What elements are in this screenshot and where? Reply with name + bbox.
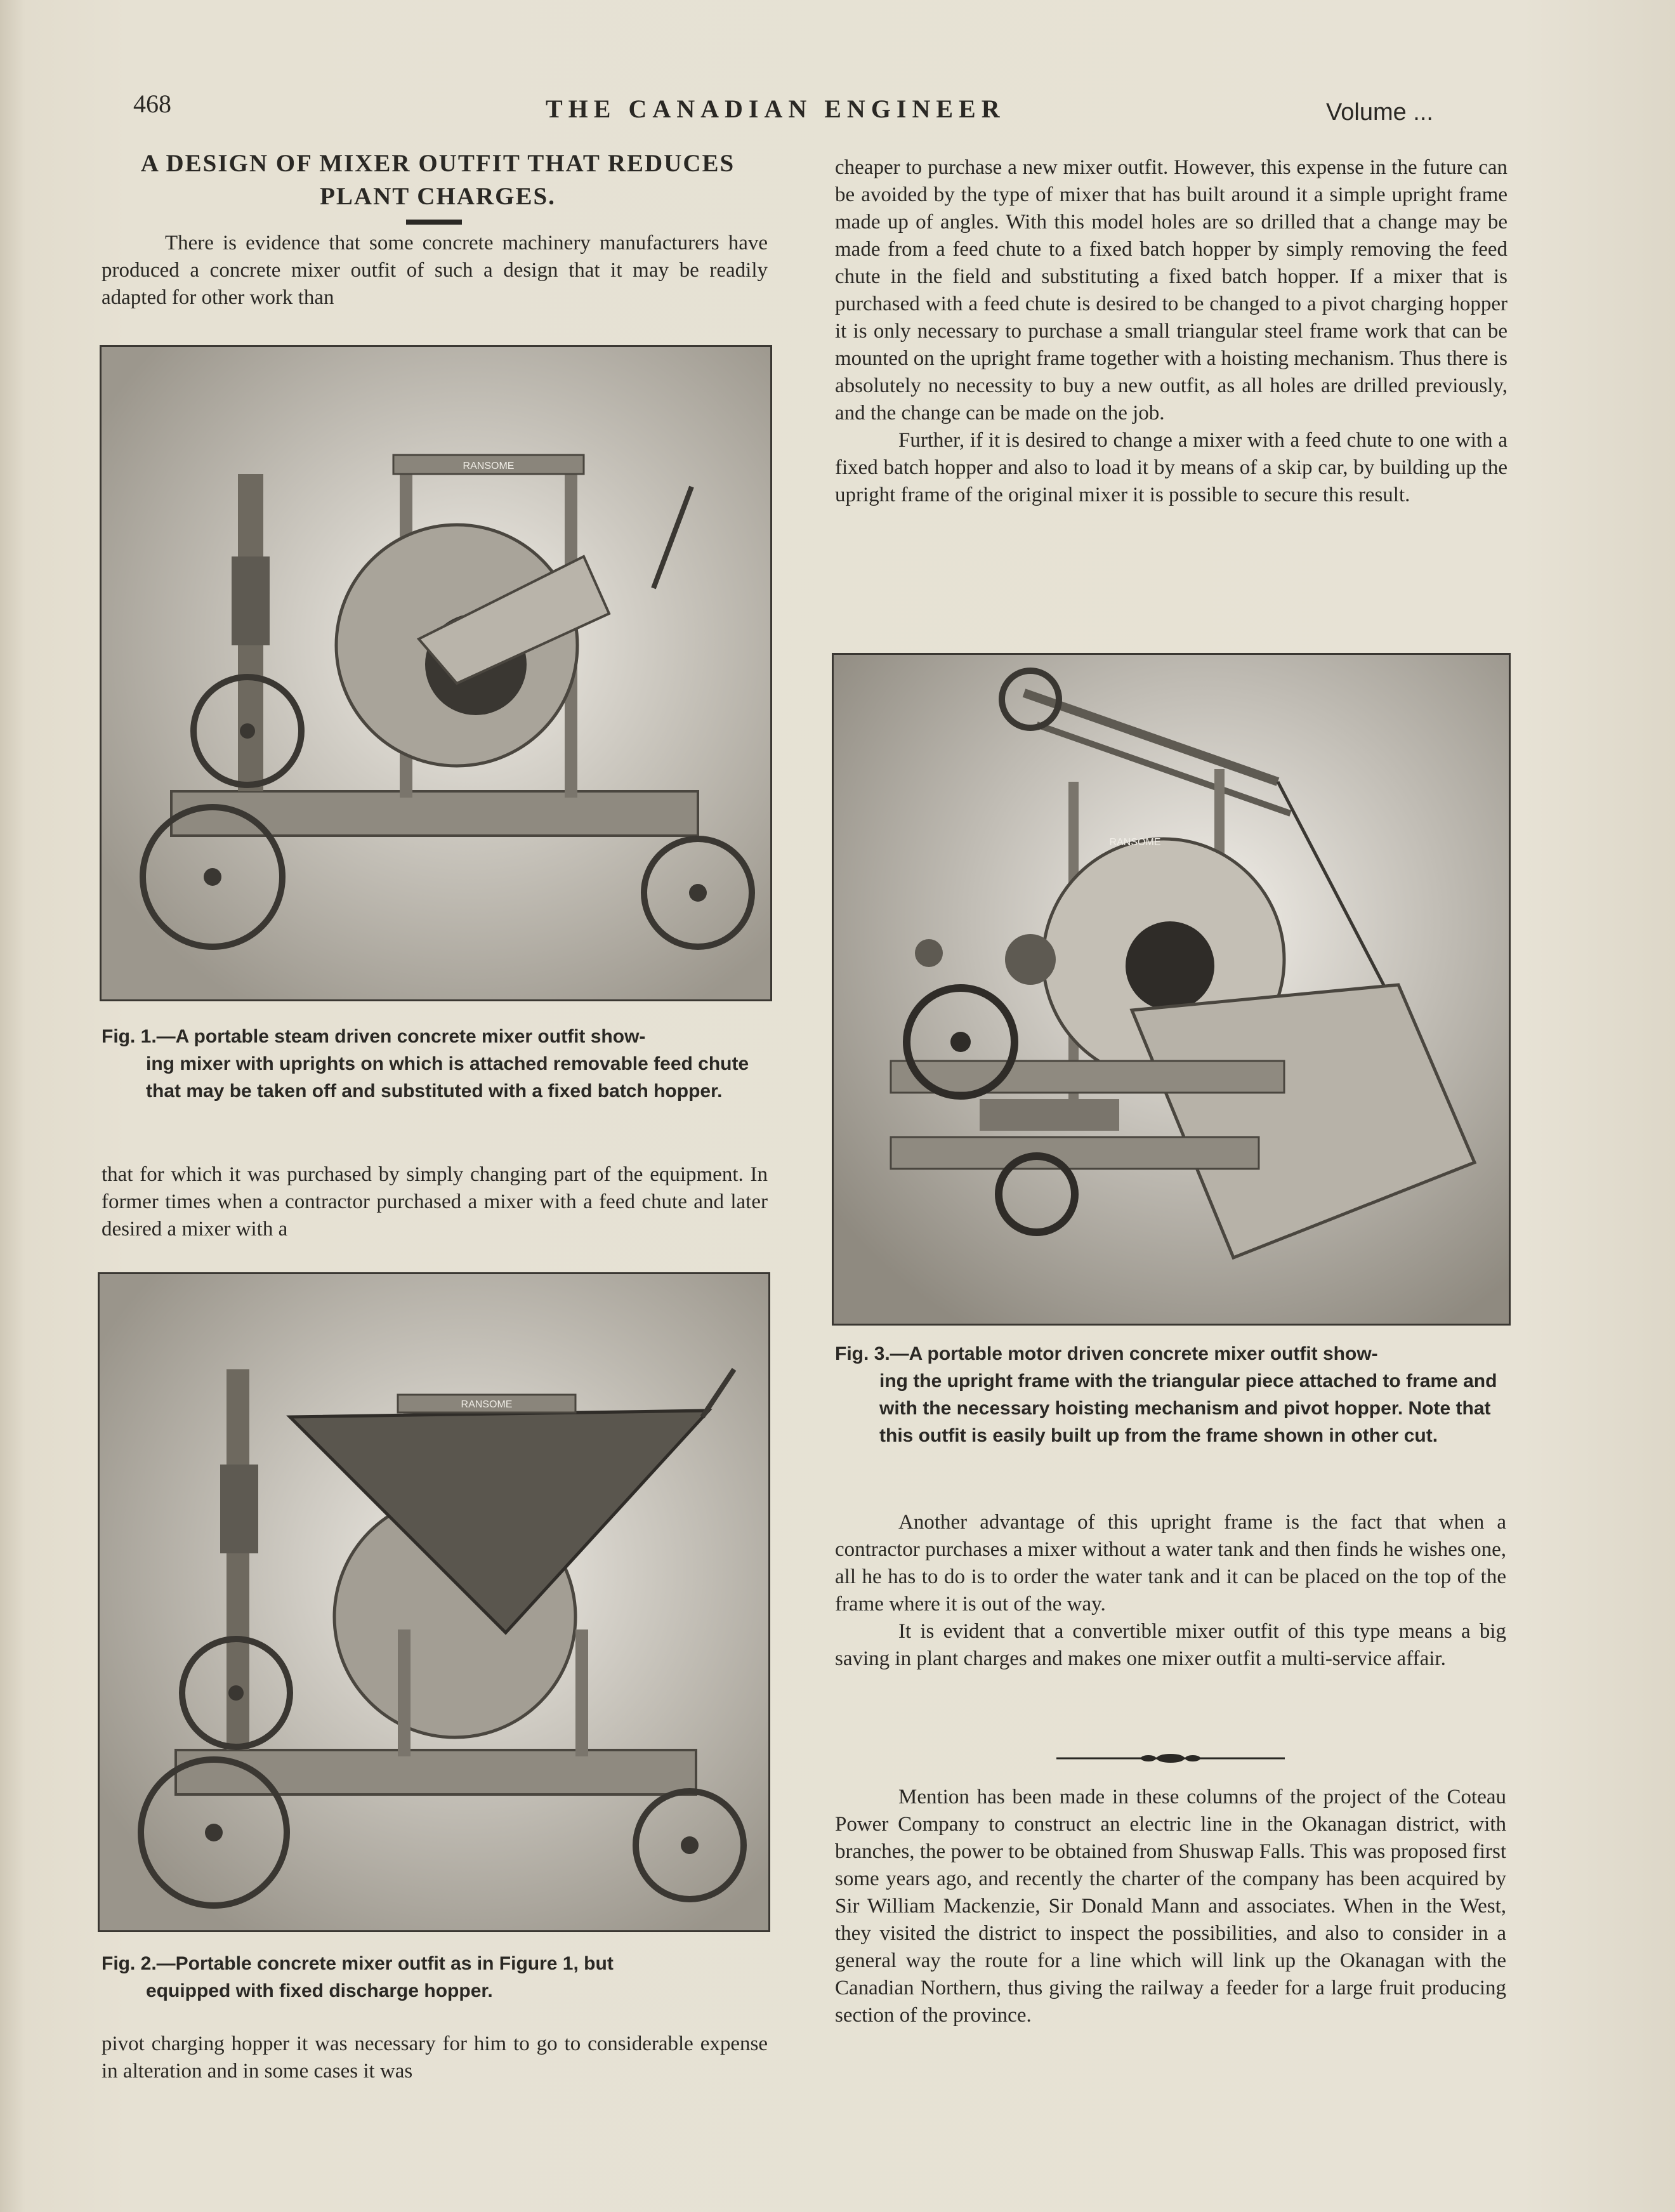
fig2-nameplate: RANSOME — [461, 1399, 513, 1410]
figure-3-photo — [832, 653, 1511, 1326]
figure-1-caption-first: Fig. 1.—A portable steam driven concrete mixer outfit show- — [102, 1026, 646, 1047]
right-paragraph-3: Another advantage of this upright frame is the fact that when a contractor purchases a mixer without a water tank and then finds he wishes one, all he has to do is to order the water tank and it can be placed on the top of the frame where it is out of the way. — [835, 1511, 1506, 1616]
figure-3-caption-first: Fig. 3.—A portable motor driven concrete mixer outfit show- — [835, 1343, 1378, 1364]
fig1-nameplate: RANSOME — [463, 461, 515, 471]
left-middle-paragraph: that for which it was purchased by simply changing part of the equipment. In former times when a contractor purchased a mixer with a feed chute and later desired a mixer with a — [102, 1163, 768, 1241]
figure-2-caption — [102, 1950, 768, 2005]
steam-mixer-illustration — [102, 347, 770, 999]
figure-1-caption — [102, 1023, 768, 1105]
figure-2-caption-first: Fig. 2.—Portable concrete mixer outfit as in Figure 1, but — [102, 1953, 614, 1974]
news-item-paragraph: Mention has been made in these columns of the project of the Coteau Power Company to construct an electric line in the Okanagan district, with branches, the power to be obtained from Shuswap Falls. This was proposed first some years ago, and recently the charter of the company has been acquired by Sir William Mackenzie, Sir Donald Mann and associates. When in the West, they visited the district to inspect the possibilities, and also to consider in a general way the route for a line which will link up the Okanagan with the Canadian Northern, thus giving the railway a feeder for a large fruit producing section of the province. — [835, 1786, 1506, 2027]
volume-label: Volume ... — [1326, 99, 1433, 126]
hopper-mixer-illustration — [100, 1274, 768, 1930]
ornament-divider — [1056, 1749, 1285, 1768]
figure-1-photo — [100, 345, 772, 1001]
article-title-line2: PLANT CHARGES. — [320, 183, 556, 210]
figure-2-photo — [98, 1272, 770, 1932]
right-middle-text — [835, 1509, 1506, 1673]
title-rule — [406, 220, 462, 225]
left-intro-paragraph: There is evidence that some concrete machinery manufacturers have produced a concrete mixer outfit of such a design that it may be readily adapted for other work than — [102, 232, 768, 309]
left-bottom-paragraph: pivot charging hopper it was necessary for him to go to considerable expense in alteration and in some cases it was — [102, 2032, 768, 2083]
journal-title: THE CANADIAN ENGINEER — [546, 95, 1006, 123]
left-bottom-text — [102, 2031, 768, 2085]
left-intro-text — [102, 230, 768, 312]
left-middle-text — [102, 1161, 768, 1243]
fig3-nameplate: RANSOME — [1109, 837, 1161, 848]
right-paragraph-4: It is evident that a convertible mixer outfit of this type means a big saving in plant charges and makes one mixer outfit a multi-service affair. — [835, 1620, 1506, 1670]
figure-3-caption-rest: ing the upright frame with the triangular piece attached to frame and with the necessary hoisting mechanism and pivot hopper. Note that this outfit is easily built up from the frame shown in other cut. — [879, 1371, 1497, 1446]
news-item-text — [835, 1784, 1506, 2029]
right-paragraph-1: cheaper to purchase a new mixer outfit. However, this expense in the future can be avoided by the type of mixer that has built around it a simple upright frame made up of angles. With this model holes are so drilled that a change may be made from a feed chute to a fixed batch hopper by simply removing the feed chute in the field and substituting a fixed batch hopper. If a mixer that is purchased with a feed chute is desired to be changed to a pivot charging hopper it is only necessary to purchase a small triangular steel frame work that can be mounted on the upright frame together with a hoisting mechanism. Thus there is absolutely no necessity to buy a new outfit, as all holes are drilled previously, and the change can be made on the job. — [835, 156, 1508, 425]
page-number: 468 — [133, 89, 171, 118]
right-paragraph-2: Further, if it is desired to change a mixer with a feed chute to one with a fixed batch hopper and also to load it by means of a skip car, by building up the upright frame of the original mixer it is possible to secure this result. — [835, 429, 1508, 506]
article-title — [102, 147, 774, 213]
figure-2-caption-rest: equipped with fixed discharge hopper. — [146, 1980, 493, 2001]
figure-3-caption — [835, 1340, 1506, 1449]
figure-1-caption-rest: ing mixer with uprights on which is attached removable feed chute that may be taken off and substituted with a fixed batch hopper. — [146, 1053, 749, 1102]
motor-mixer-illustration — [834, 655, 1509, 1324]
right-top-text — [835, 154, 1508, 509]
article-title-line1: A DESIGN OF MIXER OUTFIT THAT REDUCES — [140, 150, 735, 177]
